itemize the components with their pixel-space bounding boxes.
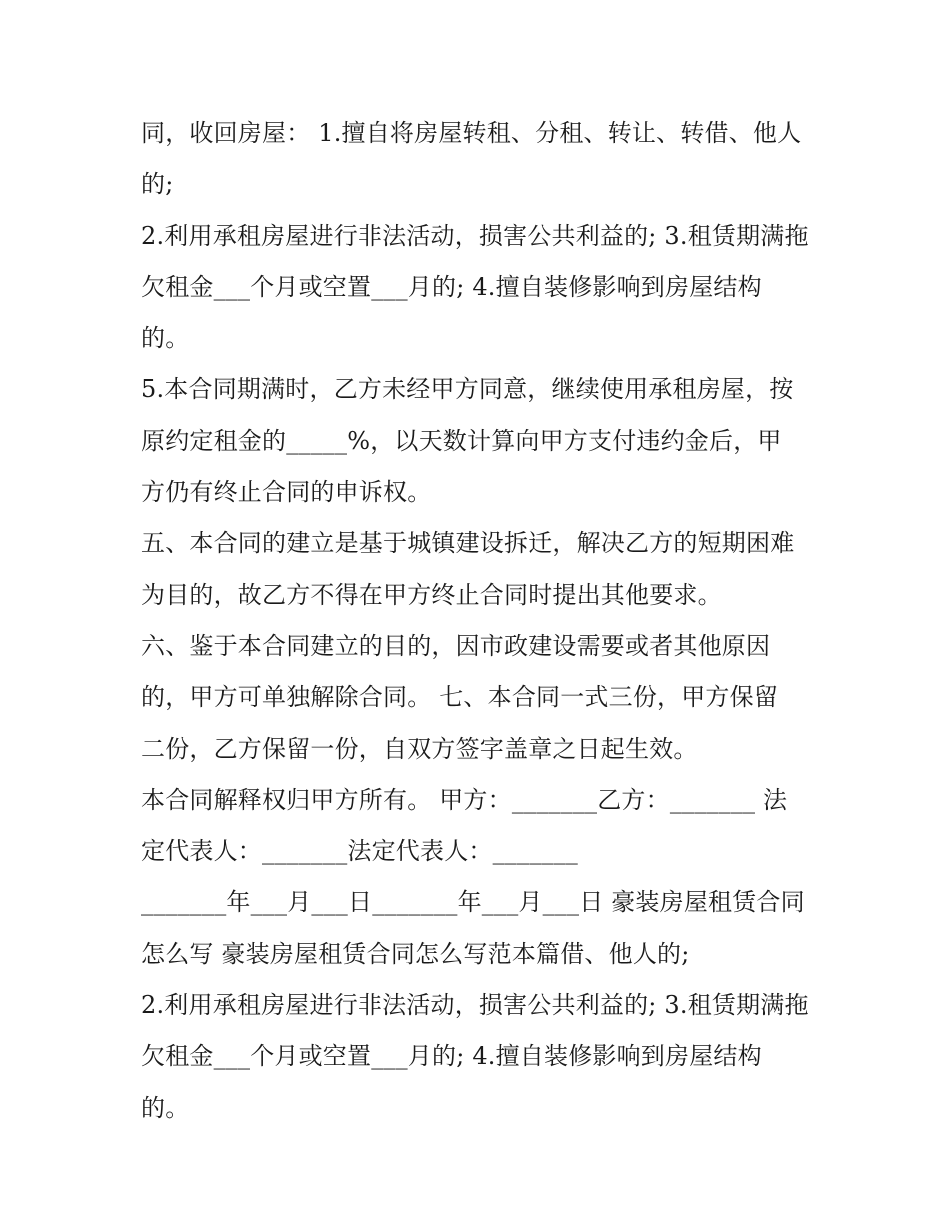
text-line: 同，收回房屋： 1.擅自将房屋转租、分租、转让、转借、他人 — [141, 119, 802, 147]
text-line: 五、本合同的建立是基于城镇建设拆迁，解决乙方的短期困难 — [141, 529, 795, 558]
text-line: 怎么写 豪装房屋租赁合同怎么写范本篇借、他人的; — [141, 939, 690, 968]
text-line: 的。 — [141, 324, 190, 353]
text-line: 2.利用承租房屋进行非法活动，损害公共利益的; 3.租赁期满拖 — [141, 221, 809, 250]
text-line: _______年___月___日_______年___月___日 豪装房屋租赁合同 — [141, 888, 805, 917]
contract-text — [141, 108, 831, 1134]
text-line: 本合同解释权归甲方所有。 甲方：_______乙方：_______ 法 — [141, 785, 788, 814]
text-line: 5.本合同期满时，乙方未经甲方同意，继续使用承租房屋，按 — [141, 375, 794, 404]
text-line: 为目的，故乙方不得在甲方终止合同时提出其他要求。 — [141, 580, 722, 609]
text-line: 的。 — [141, 1093, 190, 1122]
text-line: 六、鉴于本合同建立的目的，因市政建设需要或者其他原因 — [141, 631, 771, 660]
text-line: 2.利用承租房屋进行非法活动，损害公共利益的; 3.租赁期满拖 — [141, 991, 809, 1020]
text-line: 的; — [141, 170, 174, 199]
text-line: 的，甲方可单独解除合同。 七、本合同一式三份，甲方保留 — [141, 683, 779, 712]
text-line: 定代表人：_______法定代表人：_______ — [141, 837, 578, 866]
text-line: 欠租金___个月或空置___月的; 4.擅自装修影响到房屋结构 — [141, 1042, 762, 1071]
text-line: 方仍有终止合同的申诉权。 — [141, 478, 432, 507]
text-line: 原约定租金的_____%，以天数计算向甲方支付违约金后，甲 — [141, 426, 782, 455]
text-line: 欠租金___个月或空置___月的; 4.擅自装修影响到房屋结构 — [141, 272, 762, 301]
text-line: 二份，乙方保留一份，自双方签字盖章之日起生效。 — [141, 734, 698, 763]
